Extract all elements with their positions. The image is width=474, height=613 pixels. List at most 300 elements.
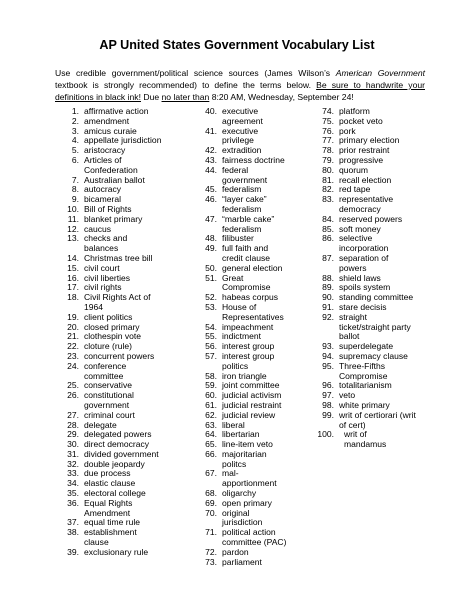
vocab-term-line: privilege (222, 135, 254, 146)
vocab-term (339, 254, 388, 274)
vocab-item-number: 31. (67, 448, 79, 459)
vocab-term-line: autocracy (84, 184, 122, 195)
vocab-item-number: 98. (322, 399, 334, 410)
vocab-item-number: 63. (205, 419, 217, 430)
vocab-item-number: 9. (71, 194, 79, 205)
vocab-item-number: 33. (67, 468, 79, 479)
vocab-term-line: pocket veto (339, 115, 383, 126)
vocab-item-number: 29. (67, 429, 79, 440)
vocab-item (58, 156, 193, 176)
vocab-item (197, 244, 309, 264)
vocab-term-line: open primary (222, 497, 272, 508)
vocab-term-line: mandamus (344, 439, 387, 450)
vocab-term-line: full faith and (222, 243, 269, 254)
vocab-item-number: 46. (205, 194, 217, 205)
vocab-term (84, 293, 151, 313)
vocab-term-line: “layer cake” (222, 194, 267, 205)
vocab-term-line: red tape (339, 184, 371, 195)
vocab-item-number: 77. (322, 135, 334, 146)
vocab-column-1 (58, 107, 193, 558)
vocab-item-number: 74. (322, 106, 334, 116)
vocab-item-number: 26. (67, 390, 79, 401)
vocab-item-number: 90. (322, 292, 334, 303)
vocab-term-line: selective (339, 233, 373, 244)
vocab-term-line: Equal Rights (84, 497, 133, 508)
vocab-item-number: 89. (322, 282, 334, 293)
vocab-term-line: line-item veto (222, 439, 273, 450)
vocab-term-line: Great (222, 272, 244, 283)
vocab-term-line: direct democracy (84, 439, 150, 450)
vocab-term-line: parliament (222, 556, 262, 567)
vocab-term-line: government (222, 174, 268, 185)
vocab-item-number: 58. (205, 370, 217, 381)
vocab-item-number: 44. (205, 164, 217, 175)
vocab-item-number: 35. (67, 488, 79, 499)
vocab-item-number: 24. (67, 360, 79, 371)
vocab-item-number: 4. (71, 135, 79, 146)
vocab-term-line: supremacy clause (339, 350, 408, 361)
vocab-term-line: spoils system (339, 282, 391, 293)
vocab-term-line: ballot (339, 331, 360, 342)
vocab-term-line: progressive (339, 154, 384, 165)
vocab-item-number: 19. (67, 311, 79, 322)
vocab-term-line: agreement (222, 115, 263, 126)
vocab-term-line: incorporation (339, 243, 389, 254)
vocab-item (197, 469, 309, 489)
vocab-item-number: 5. (71, 145, 79, 156)
instructions-text: Use credible government/political science sources (James Wilson’s (55, 68, 336, 78)
vocab-item-number: 7. (71, 174, 79, 185)
vocab-term (339, 313, 411, 342)
vocab-term (222, 450, 267, 470)
vocab-item-number: 10. (67, 203, 79, 214)
vocab-item (314, 254, 436, 274)
vocab-item-number: 87. (322, 252, 334, 263)
vocab-term-line: civil court (84, 262, 120, 273)
vocab-term-line: federalism (222, 184, 262, 195)
vocab-item-number: 68. (205, 488, 217, 499)
vocab-term-line: impeachment (222, 321, 274, 332)
vocab-item-number: 84. (322, 213, 334, 224)
vocab-item-number: 71. (205, 527, 217, 538)
vocab-item-number: 55. (205, 331, 217, 342)
vocab-term-line: Representatives (222, 311, 284, 322)
vocab-term-line: exclusionary rule (84, 546, 149, 557)
vocab-term-line: libertarian (222, 429, 260, 440)
vocab-item-number: 92. (322, 311, 334, 322)
vocab-term-line: of cert) (339, 419, 366, 430)
vocab-term-line: powers (339, 262, 367, 273)
vocab-item (197, 558, 309, 568)
vocab-term-line: equal time rule (84, 517, 141, 528)
vocab-term (222, 166, 267, 186)
vocab-item (58, 234, 193, 254)
vocab-term-line: committee (84, 370, 124, 381)
vocab-term-line: Amendment (84, 507, 131, 518)
vocab-term-line: shield laws (339, 272, 381, 283)
vocab-term (84, 156, 138, 176)
vocab-term (222, 509, 262, 529)
vocab-item-number: 79. (322, 154, 334, 165)
vocab-term-line: general election (222, 262, 283, 273)
vocab-term-line: politcs (222, 458, 247, 469)
vocab-term-line: stare decisis (339, 301, 387, 312)
vocab-term-line: client politics (84, 311, 133, 322)
vocab-item-number: 65. (205, 439, 217, 450)
vocab-term-line: “marble cake” (222, 213, 275, 224)
vocab-term-line: due process (84, 468, 131, 479)
vocab-item (197, 107, 309, 127)
vocab-term-line: federal (222, 164, 249, 175)
vocab-term (222, 215, 274, 235)
vocab-item-number: 91. (322, 301, 334, 312)
vocab-item-number: 25. (67, 380, 79, 391)
vocab-item-number: 85. (322, 223, 334, 234)
vocab-item-number: 27. (67, 409, 79, 420)
vocab-item-number: 30. (67, 439, 79, 450)
vocab-term-line: electoral college (84, 488, 146, 499)
vocab-item-number: 51. (205, 272, 217, 283)
vocab-term (344, 430, 386, 450)
vocab-term-line: Compromise (339, 370, 388, 381)
vocab-term-line: double jeopardy (84, 458, 145, 469)
vocab-item-number: 64. (205, 429, 217, 440)
vocab-term-line: Compromise (222, 282, 271, 293)
vocab-term (222, 195, 267, 215)
vocab-term-line: judicial restraint (222, 399, 282, 410)
vocab-term-line: mal- (222, 468, 239, 479)
vocab-term-line: government (84, 399, 130, 410)
vocab-term-line: pork (339, 125, 356, 136)
vocab-term-line: Three-Fifths (339, 360, 386, 371)
vocab-term-line: establishment (84, 527, 137, 538)
vocab-item (314, 234, 436, 254)
vocab-term-line: platform (339, 106, 370, 116)
vocab-column-3 (314, 107, 436, 450)
instructions-line-1 (55, 67, 425, 79)
vocab-item-number: 99. (322, 409, 334, 420)
vocab-term-line: straight (339, 311, 368, 322)
vocab-term-line: Christmas tree bill (84, 252, 153, 263)
deadline-emphasis: no later than (161, 92, 210, 102)
vocab-term-line: representative (339, 194, 394, 205)
vocab-item-number: 88. (322, 272, 334, 283)
vocab-term-line: civil liberties (84, 272, 131, 283)
vocab-item-number: 45. (205, 184, 217, 195)
vocab-item-number: 17. (67, 282, 79, 293)
vocab-item-number: 59. (205, 380, 217, 391)
vocab-term-line: clause (84, 537, 109, 548)
vocab-item-number: 70. (205, 507, 217, 518)
vocab-item (314, 362, 436, 382)
vocab-item-number: 93. (322, 341, 334, 352)
vocab-item-number: 76. (322, 125, 334, 136)
vocab-item-number: 52. (205, 292, 217, 303)
vocab-term-line: elastic clause (84, 478, 136, 489)
instructions-line-3 (55, 91, 425, 103)
instructions-text: Due (140, 92, 162, 102)
vocab-term-line: quorum (339, 164, 368, 175)
vocab-item (197, 450, 309, 470)
vocab-term-line: democracy (339, 203, 381, 214)
vocab-term (84, 528, 137, 548)
vocab-term-line: recall election (339, 174, 392, 185)
vocab-term-line: conservative (84, 380, 132, 391)
vocab-term (222, 127, 258, 147)
vocab-term (222, 244, 270, 264)
vocab-term-line: credit clause (222, 252, 270, 263)
vocab-term-line: caucus (84, 223, 112, 234)
vocab-item-number: 6. (71, 154, 79, 165)
vocab-item-number: 41. (205, 125, 217, 136)
vocab-term-line: blanket primary (84, 213, 143, 224)
vocab-term (84, 362, 126, 382)
vocab-item (197, 195, 309, 215)
vocab-term-line: Australian ballot (84, 174, 145, 185)
instructions-text: textbook is strongly recommended) to define the terms below. (55, 80, 317, 90)
vocab-item-number: 53. (205, 301, 217, 312)
vocab-item-number: 80. (322, 164, 334, 175)
vocab-item-number: 62. (205, 409, 217, 420)
vocab-item-number: 60. (205, 390, 217, 401)
vocab-item (197, 528, 309, 548)
vocab-term-line: checks and (84, 233, 128, 244)
handwrite-instruction: Be sure to handwrite your (316, 80, 425, 90)
vocab-term (84, 548, 148, 558)
vocab-item-number: 54. (205, 321, 217, 332)
vocab-item-number: 73. (205, 556, 217, 567)
vocab-item-number: 20. (67, 321, 79, 332)
vocab-item-number: 36. (67, 497, 79, 508)
vocab-item (58, 499, 193, 519)
vocab-item-number: 86. (322, 233, 334, 244)
vocab-term-line: amendment (84, 115, 130, 126)
vocab-item (314, 430, 436, 450)
vocab-term (222, 528, 286, 548)
due-date: 8:20 AM, Wednesday, September 24! (209, 92, 354, 102)
vocab-term-line: indictment (222, 331, 261, 342)
vocab-item (58, 391, 193, 411)
vocab-term-line: 1964 (84, 301, 104, 312)
vocab-item-number: 94. (322, 350, 334, 361)
vocab-item-number: 78. (322, 145, 334, 156)
vocab-term-line: primary election (339, 135, 400, 146)
vocab-item-number: 32. (67, 458, 79, 469)
vocab-item-number: 95. (322, 360, 334, 371)
vocab-item-number: 34. (67, 478, 79, 489)
vocab-item-number: 56. (205, 341, 217, 352)
vocab-item-number: 82. (322, 184, 334, 195)
vocab-term (84, 391, 134, 411)
vocab-term-line: delegated powers (84, 429, 152, 440)
vocab-item-number: 50. (205, 262, 217, 273)
vocab-item-number: 1. (71, 106, 79, 116)
vocab-term-line: interest group (222, 350, 275, 361)
vocab-term-line: conference (84, 360, 127, 371)
vocab-item-number: 75. (322, 115, 334, 126)
vocab-term-line: extradition (222, 145, 262, 156)
vocab-term-line: habeas corpus (222, 292, 279, 303)
vocab-term-line: committee (PAC) (222, 537, 287, 548)
vocab-term-line: politics (222, 360, 249, 371)
vocab-item-number: 22. (67, 341, 79, 352)
vocab-item-number: 61. (205, 399, 217, 410)
vocab-item-number: 67. (205, 468, 217, 479)
textbook-title: American Government (335, 68, 425, 78)
vocab-item-number: 12. (67, 223, 79, 234)
vocab-item (58, 293, 193, 313)
vocab-item (314, 195, 436, 215)
vocab-item-number: 11. (67, 213, 79, 224)
vocab-item-number: 49. (205, 243, 217, 254)
vocab-term-line: delegate (84, 419, 117, 430)
vocab-term (222, 352, 274, 372)
vocab-item-number: 21. (67, 331, 79, 342)
vocab-item-number: 18. (67, 292, 79, 303)
vocab-term (84, 499, 132, 519)
instructions-line-2 (55, 79, 425, 91)
vocab-term-line: criminal court (84, 409, 135, 420)
vocab-item-number: 13. (67, 233, 79, 244)
vocab-term-line: clothespin vote (84, 331, 142, 342)
vocab-term-line: cloture (rule) (84, 341, 132, 352)
vocab-item-number: 97. (322, 390, 334, 401)
vocab-item (197, 215, 309, 235)
vocab-term-line: judicial activism (222, 390, 282, 401)
vocab-term-line: superdelegate (339, 341, 394, 352)
vocab-term-line: standing committee (339, 292, 414, 303)
vocab-item-number: 28. (67, 419, 79, 430)
vocab-term (339, 234, 388, 254)
vocab-term-line: interest group (222, 341, 275, 352)
vocab-item-number: 2. (71, 115, 79, 126)
vocab-item (197, 166, 309, 186)
vocab-item-number: 83. (322, 194, 334, 205)
vocab-term-line: writ of certiorari (writ (339, 409, 416, 420)
instructions-paragraph (55, 67, 425, 103)
vocab-term-line: majoritarian (222, 448, 267, 459)
vocab-term-line: oligarchy (222, 488, 257, 499)
vocab-term-line: executive (222, 106, 259, 116)
page-title: AP United States Government Vocabulary List (99, 38, 375, 52)
vocab-item-number: 81. (322, 174, 334, 185)
vocab-term-line: pardon (222, 546, 249, 557)
vocab-item-number: 100. (317, 429, 334, 440)
vocab-term-line: House of (222, 301, 257, 312)
vocab-term-line: affirmative action (84, 106, 149, 116)
vocab-term-line: appellate jurisdiction (84, 135, 162, 146)
vocab-term-line: joint committee (222, 380, 280, 391)
vocab-item-number: 38. (67, 527, 79, 538)
vocab-term (222, 469, 277, 489)
vocab-term-line: judicial review (222, 409, 276, 420)
vocab-item-number: 72. (205, 546, 217, 557)
vocab-item-number: 14. (67, 252, 79, 263)
vocab-term-line: soft money (339, 223, 381, 234)
vocab-term (339, 195, 393, 215)
vocab-term-line: Civil Rights Act of (84, 292, 151, 303)
vocab-term-line: fairness doctrine (222, 154, 285, 165)
vocab-term-line: Bill of Rights (84, 203, 132, 214)
vocab-item-number: 48. (205, 233, 217, 244)
vocab-term (222, 303, 284, 323)
vocab-term-line: balances (84, 243, 119, 254)
vocab-term-line: constitutional (84, 390, 134, 401)
vocab-term (84, 234, 127, 254)
vocab-term (222, 558, 262, 568)
vocab-term-line: totalitarianism (339, 380, 392, 391)
vocab-term-line: reserved powers (339, 213, 403, 224)
vocab-term-line: separation of (339, 252, 389, 263)
vocab-item-number: 42. (205, 145, 217, 156)
vocab-item-number: 66. (205, 448, 217, 459)
vocab-item (314, 313, 436, 342)
vocab-term-line: white primary (339, 399, 390, 410)
vocab-term (339, 362, 387, 382)
vocab-item-number: 39. (67, 546, 79, 557)
vocab-item-number: 8. (71, 184, 79, 195)
vocab-term-line: executive (222, 125, 259, 136)
vocab-term-line: liberal (222, 419, 245, 430)
vocab-item-number: 96. (322, 380, 334, 391)
vocab-term-line: jurisdiction (222, 517, 263, 528)
vocab-item-number: 15. (67, 262, 79, 273)
vocab-term (222, 274, 270, 294)
vocab-item (197, 352, 309, 372)
vocab-term-line: apportionment (222, 478, 277, 489)
vocab-term-line: filibuster (222, 233, 254, 244)
vocab-term-line: political action (222, 527, 276, 538)
vocab-term-line: original (222, 507, 250, 518)
vocab-term-line: federalism (222, 203, 262, 214)
vocab-item-number: 43. (205, 154, 217, 165)
vocab-column-2 (197, 107, 309, 567)
vocab-item-number: 47. (205, 213, 217, 224)
black-ink-instruction: definitions in black ink! (55, 92, 141, 102)
vocab-item-number: 57. (205, 350, 217, 361)
vocab-item-number: 69. (205, 497, 217, 508)
vocab-term-line: bicameral (84, 194, 122, 205)
vocab-term-line: ticket/straight party (339, 321, 411, 332)
vocab-term-line: iron triangle (222, 370, 267, 381)
vocab-item-number: 37. (67, 517, 79, 528)
vocab-term (222, 107, 263, 127)
vocab-item (197, 303, 309, 323)
vocab-term-line: prior restraint (339, 145, 390, 156)
vocab-item (58, 548, 193, 558)
vocab-term-line: Confederation (84, 164, 138, 175)
vocab-term-line: aristocracy (84, 145, 126, 156)
vocab-term-line: civil rights (84, 282, 122, 293)
vocab-term-line: concurrent powers (84, 350, 155, 361)
vocab-item (197, 509, 309, 529)
vocab-item (58, 362, 193, 382)
vocab-term (339, 411, 416, 431)
vocab-item-number: 16. (67, 272, 79, 283)
vocab-term-line: veto (339, 390, 356, 401)
vocab-item-number: 23. (67, 350, 79, 361)
vocab-item (197, 274, 309, 294)
vocab-item-number: 40. (205, 106, 217, 116)
vocab-term-line: federalism (222, 223, 262, 234)
vocab-term-line: divided government (84, 448, 159, 459)
vocab-item (314, 411, 436, 431)
vocab-term-line: writ of (344, 429, 367, 440)
vocab-term-line: closed primary (84, 321, 140, 332)
vocab-term-line: Articles of (84, 154, 122, 165)
vocab-item-number: 3. (71, 125, 79, 136)
vocab-item (58, 528, 193, 548)
